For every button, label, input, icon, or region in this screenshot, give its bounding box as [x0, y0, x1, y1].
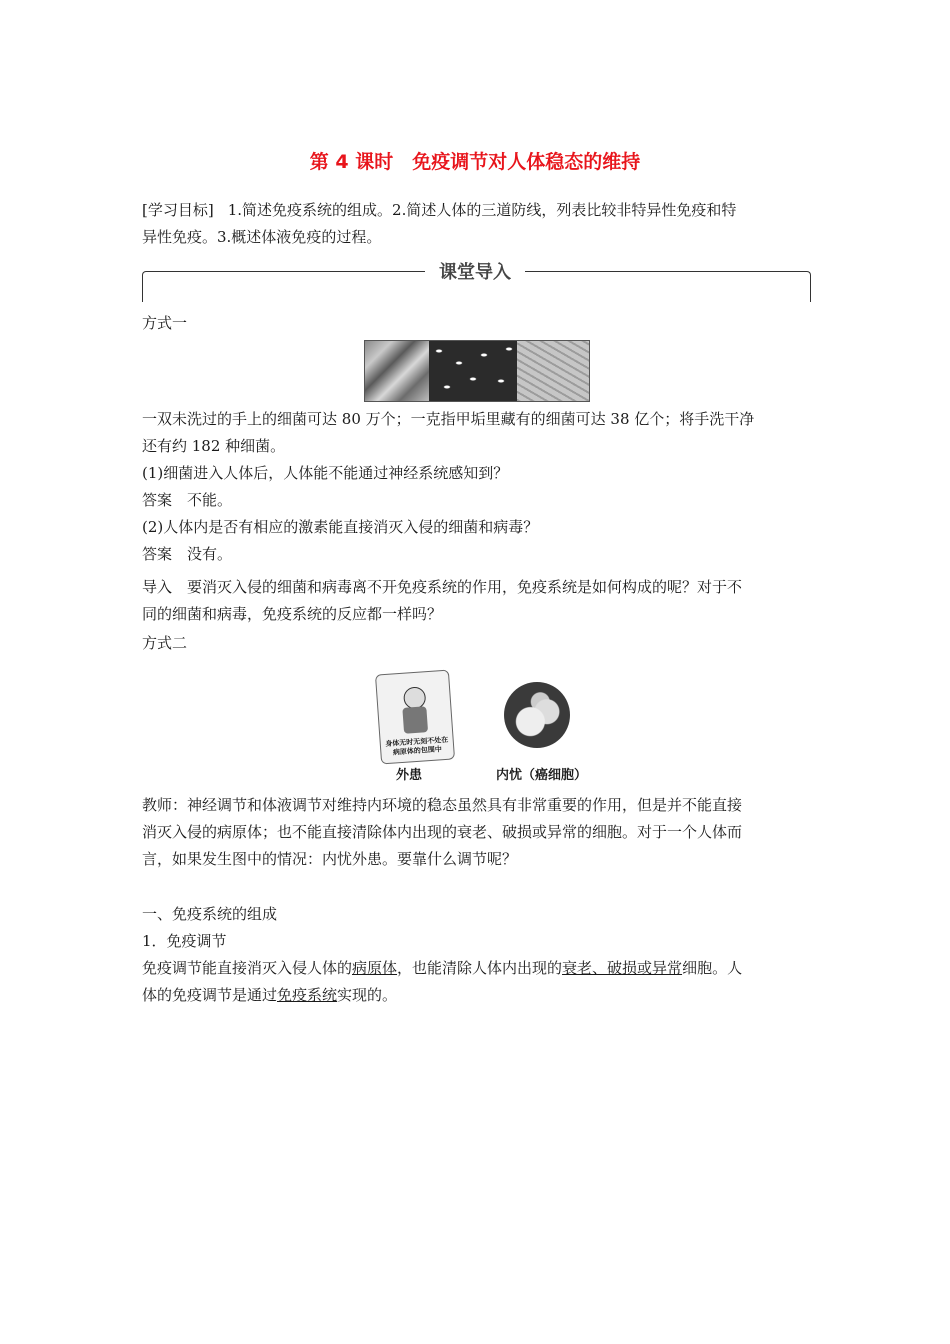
bacteria-photo: [365, 341, 429, 401]
answer-1: 答案 不能。: [142, 491, 233, 509]
text-segment: 细胞。人: [682, 959, 743, 977]
paragraph-line: [142, 982, 397, 1009]
method-two-label: 方式二: [142, 634, 188, 652]
text-segment: ，也能清除人体内出现的: [397, 959, 563, 977]
figure-caption-left: 外患: [396, 768, 423, 783]
bacteria-photo-strip: [364, 340, 590, 402]
underlined-answer: 衰老、破损或异常: [562, 959, 683, 977]
paragraph-line: 一双未洗过的手上的细菌可达 80 万个；一克指甲垢里藏有的细菌可达 38 亿个；将手洗干净: [142, 410, 755, 428]
underlined-answer: 免疫系统: [277, 986, 338, 1004]
section-one-heading: 一、免疫系统的组成: [142, 905, 278, 923]
teacher-line: 教师：神经调节和体液调节对维持内环境的稳态虽然具有非常重要的作用，但是并不能直接: [142, 796, 743, 814]
objectives-line: 异性免疫。3.概述体液免疫的过程。: [142, 228, 382, 246]
subsection-heading: 1．免疫调节: [142, 932, 227, 950]
cancer-cell-photo: [504, 682, 570, 748]
objectives-line: 1.简述免疫系统的组成。2.简述人体的三道防线，列表比较非特异性免疫和特: [227, 201, 737, 219]
text-segment: 实现的。: [337, 986, 398, 1004]
section-heading: [0, 258, 950, 284]
cartoon-body: [402, 706, 428, 734]
text-segment: 体的免疫调节是通过: [142, 986, 278, 1004]
question-1: (1)细菌进入人体后，人体能不能通过神经系统感知到？: [142, 464, 509, 482]
objectives-label: [学习目标]: [142, 201, 214, 219]
question-2: (2)人体内是否有相应的激素能直接消灭入侵的细菌和病毒？: [142, 518, 539, 536]
paragraph-line: [142, 955, 742, 982]
teacher-line: 言，如果发生图中的情况：内忧外患。要靠什么调节呢？: [142, 850, 518, 868]
teacher-line: 消灭入侵的病原体；也不能直接清除体内出现的衰老、破损或异常的细胞。对于一个人体而: [142, 823, 743, 841]
section-heading-text: 课堂导入: [425, 262, 525, 283]
figure-caption-right: 内忧（癌细胞）: [496, 768, 588, 783]
method-one-label: 方式一: [142, 314, 188, 332]
cartoon-caption: 身体无时无刻不处在病原体的包围中: [384, 734, 449, 757]
underlined-answer: 病原体: [352, 959, 398, 977]
answer-2: 答案 没有。: [142, 545, 233, 563]
paragraph-line: 还有约 182 种细菌。: [142, 437, 286, 455]
learning-objectives: [142, 197, 810, 251]
page-title: 第 4 课时 免疫调节对人体稳态的维持: [309, 151, 641, 173]
intro-line: 同的细菌和病毒，免疫系统的反应都一样吗？: [142, 605, 443, 623]
bacteria-photo: [517, 341, 589, 401]
cartoon-figure: [375, 670, 455, 765]
bacteria-photo: [429, 341, 517, 401]
intro-line: 导入 要消灭入侵的细菌和病毒离不开免疫系统的作用，免疫系统是如何构成的呢？对于不: [142, 578, 743, 596]
text-segment: 免疫调节能直接消灭入侵人体的: [142, 959, 353, 977]
